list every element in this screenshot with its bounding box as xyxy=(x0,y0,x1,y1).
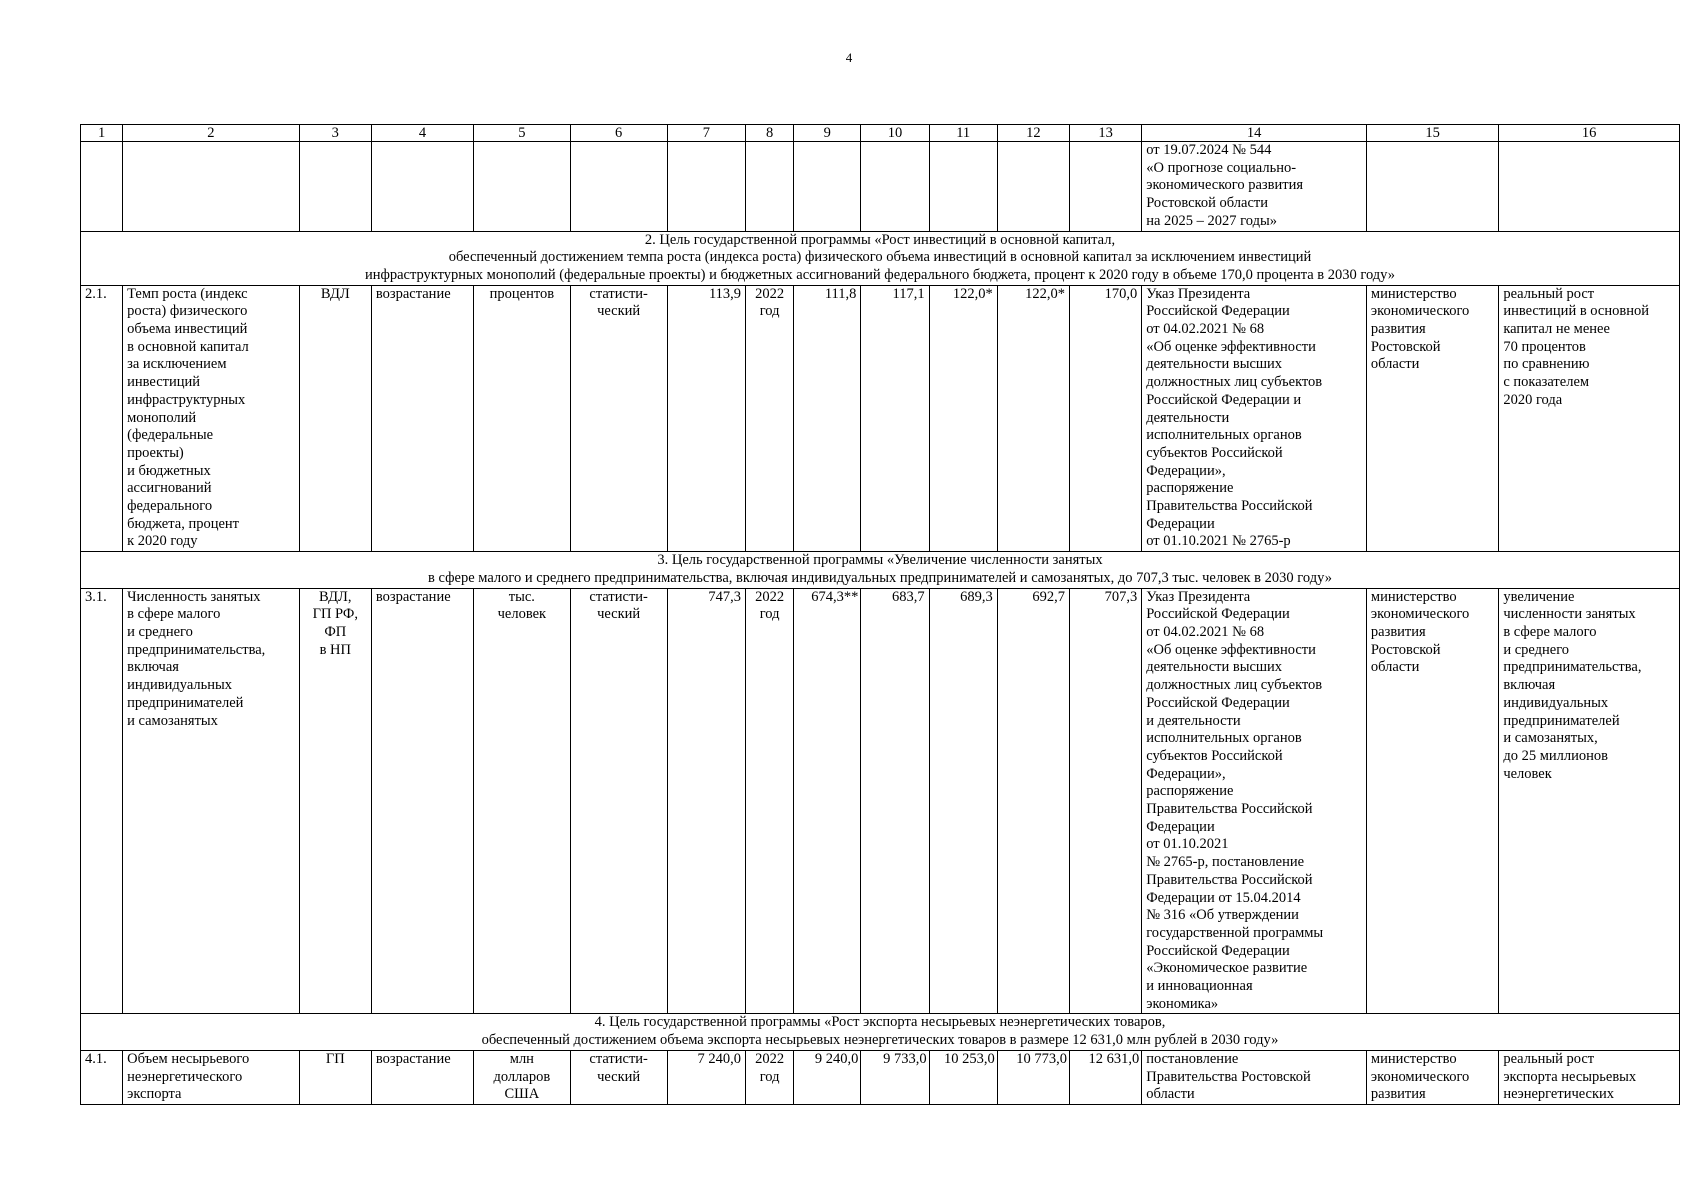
text-line: деятельности высших xyxy=(1146,659,1283,676)
text-line: ВДЛ xyxy=(320,285,350,302)
column-number: 14 xyxy=(1142,125,1367,142)
text-line: «О прогнозе социально- xyxy=(1146,159,1297,176)
text-line: предпринимателей xyxy=(127,694,244,711)
text-line: экономика» xyxy=(1146,995,1219,1012)
text-line: инфраструктурных xyxy=(127,391,246,408)
text-line: «Экономическое развитие xyxy=(1146,960,1308,977)
text-line: Федерации», xyxy=(1146,462,1226,479)
text-line: индивидуальных xyxy=(127,677,232,694)
text-line: № 316 «Об утверждении xyxy=(1146,907,1299,924)
column-number: 15 xyxy=(1366,125,1498,142)
text-line: 2020 года xyxy=(1503,391,1563,408)
text-line: в сфере малого xyxy=(127,606,221,623)
text-line: области xyxy=(1370,356,1420,373)
indicator-level xyxy=(299,588,371,1014)
text-line: включая xyxy=(1503,677,1556,694)
text-line: и бюджетных xyxy=(127,462,211,479)
text-line: (федеральные xyxy=(127,427,214,444)
text-line: «Об оценке эффективности xyxy=(1146,338,1316,355)
text-line: человек xyxy=(497,606,547,623)
text-line: Российской Федерации xyxy=(1146,694,1290,711)
text-line: Федерации xyxy=(1146,515,1215,532)
text-line: 2022 xyxy=(755,285,785,302)
value-col10: 9 733,0 xyxy=(861,1050,929,1104)
page-number: 4 xyxy=(845,50,853,65)
text-line: государственной программы xyxy=(1146,924,1324,941)
column-number: 13 xyxy=(1070,125,1142,142)
base-value: 113,9 xyxy=(667,285,745,552)
indicator-unit xyxy=(474,588,570,1014)
text-line: от 04.02.2021 № 68 xyxy=(1146,623,1265,640)
text-line: в НП xyxy=(319,641,351,658)
text-line: предпринимательства, xyxy=(1503,659,1642,676)
text-line: и среднего xyxy=(1503,641,1570,658)
text-line: и самозанятых xyxy=(127,712,218,729)
text-line: исполнительных органов xyxy=(1146,730,1302,747)
text-line: ассигнований xyxy=(127,480,212,497)
base-value: 7 240,0 xyxy=(667,1050,745,1104)
value-col11: 689,3 xyxy=(929,588,997,1014)
text-line: области xyxy=(1370,659,1420,676)
text-line: развития xyxy=(1370,1086,1426,1103)
text-line: экспорта xyxy=(127,1086,182,1103)
text-line: экспорта несырьевых xyxy=(1503,1068,1637,1085)
column-number: 1 xyxy=(81,125,123,142)
text-line: Правительства Российской xyxy=(1146,801,1313,818)
text-line: ГП РФ, xyxy=(312,606,358,623)
text-line: реальный рост xyxy=(1503,1050,1595,1067)
column-number: 8 xyxy=(746,125,794,142)
value-col12: 692,7 xyxy=(997,588,1069,1014)
text-line: долларов xyxy=(493,1068,551,1085)
text-line: объема инвестиций xyxy=(127,321,248,338)
text-line: предпринимательства, xyxy=(127,641,266,658)
indicator-name xyxy=(123,1050,300,1104)
row-number: 4.1. xyxy=(81,1050,123,1104)
column-number: 3 xyxy=(299,125,371,142)
text-line: США xyxy=(504,1086,540,1103)
text-line: до 25 миллионов xyxy=(1503,747,1608,764)
text-line: распоряжение xyxy=(1146,480,1234,497)
text-line: 2022 xyxy=(755,1050,785,1067)
text-line: Российской Федерации и xyxy=(1146,391,1302,408)
link-cell xyxy=(1499,588,1680,1014)
text-line: в основной капитал xyxy=(127,338,249,355)
indicator-type xyxy=(570,1050,667,1104)
text-line: инвестиций в основной xyxy=(1503,303,1649,320)
text-line: и инновационная xyxy=(1146,978,1253,995)
document-cell xyxy=(1142,142,1367,232)
text-line: постановление xyxy=(1146,1050,1239,1067)
text-line: ческий xyxy=(597,606,641,623)
text-line: год xyxy=(759,606,780,623)
text-line: Правительства Российской xyxy=(1146,498,1313,515)
text-line: 70 процентов xyxy=(1503,338,1586,355)
value-col13: 170,0 xyxy=(1070,285,1142,552)
text-line: деятельности высших xyxy=(1146,356,1283,373)
text-line: 4. Цель государственной программы «Рост экспорта несырьевых неэнергетических товаров, xyxy=(594,1014,1166,1031)
text-line: области xyxy=(1146,1086,1195,1103)
base-value: 747,3 xyxy=(667,588,745,1014)
link-cell xyxy=(1499,285,1680,552)
text-line: должностных лиц субъектов xyxy=(1146,677,1323,694)
text-line: Темп роста (индекс xyxy=(127,285,248,302)
text-line: проекты) xyxy=(127,444,184,461)
text-line: Федерации», xyxy=(1146,765,1226,782)
text-line: от 04.02.2021 № 68 xyxy=(1146,321,1265,338)
text-line: ФП xyxy=(324,623,347,640)
text-line: обеспеченный достижением темпа роста (индекса роста) физического объема инвестиций в основной капитал за исключением инвестиций xyxy=(448,249,1312,266)
text-line: инвестиций xyxy=(127,374,201,391)
indicator-type xyxy=(570,588,667,1014)
value-col11: 10 253,0 xyxy=(929,1050,997,1104)
text-line: Численность занятых xyxy=(127,588,261,605)
document-cell xyxy=(1142,588,1367,1014)
text-line: «Об оценке эффективности xyxy=(1146,641,1316,658)
row-number: 2.1. xyxy=(81,285,123,552)
text-line: 2. Цель государственной программы «Рост инвестиций в основной капитал, xyxy=(644,231,1116,248)
text-line: и самозанятых, xyxy=(1503,730,1598,747)
column-number: 6 xyxy=(570,125,667,142)
text-line: Федерации xyxy=(1146,818,1215,835)
text-line: ческий xyxy=(597,1068,641,1085)
text-line: от 19.07.2024 № 544 xyxy=(1146,142,1272,158)
value-col9: 111,8 xyxy=(794,285,861,552)
text-line: в сфере малого xyxy=(1503,623,1597,640)
column-number: 5 xyxy=(474,125,570,142)
goal-heading xyxy=(81,1014,1680,1050)
indicator-unit xyxy=(474,285,570,552)
text-line: ВДЛ, xyxy=(319,588,352,605)
column-numbers-row xyxy=(81,125,1680,142)
text-line: инфраструктурных монополий (федеральные проекты) и бюджетных ассигнований федерального бюджета, процент к 2020 году в объеме 170,0 процента в 2030 году» xyxy=(364,266,1396,283)
text-line: Правительства Российской xyxy=(1146,871,1313,888)
link-cell xyxy=(1499,1050,1680,1104)
text-line: федерального xyxy=(127,498,213,515)
text-line: реальный рост xyxy=(1503,285,1595,302)
text-line: статисти- xyxy=(589,1050,648,1067)
indicator-trend: возрастание xyxy=(371,285,473,552)
text-line: Ростовской xyxy=(1370,641,1441,658)
column-number: 12 xyxy=(997,125,1069,142)
indicator-name xyxy=(123,285,300,552)
goal-row xyxy=(81,1014,1680,1050)
text-line: год xyxy=(759,1068,780,1085)
text-line: Правительства Ростовской xyxy=(1146,1068,1311,1085)
text-line: год xyxy=(759,303,780,320)
text-line: Российской Федерации xyxy=(1146,303,1290,320)
text-line: Ростовской области xyxy=(1146,195,1268,212)
document-cell xyxy=(1142,285,1367,552)
text-line: индивидуальных xyxy=(1503,694,1609,711)
text-line: обеспеченный достижением объема экспорта несырьевых неэнергетических товаров в размере 12 631,0 млн рублей в 2030 году» xyxy=(481,1032,1279,1049)
value-col12: 10 773,0 xyxy=(997,1050,1069,1104)
text-line: Указ Президента xyxy=(1146,588,1251,605)
text-line: статисти- xyxy=(589,588,648,605)
text-line: капитал не менее xyxy=(1503,321,1610,338)
text-line: Федерации от 15.04.2014 xyxy=(1146,889,1301,906)
text-line: к 2020 году xyxy=(127,533,198,550)
text-line: процентов xyxy=(489,285,555,302)
indicator-level xyxy=(299,1050,371,1104)
text-line: № 2765-р, постановление xyxy=(1146,854,1305,871)
text-line: распоряжение xyxy=(1146,783,1234,800)
text-line: Российской Федерации xyxy=(1146,606,1290,623)
indicator-level xyxy=(299,285,371,552)
text-line: министерство xyxy=(1370,1050,1457,1067)
text-line: Ростовской xyxy=(1370,338,1441,355)
column-number: 4 xyxy=(371,125,473,142)
indicator-row xyxy=(81,1050,1680,1104)
text-line: экономического развития xyxy=(1146,177,1303,194)
text-line: экономического xyxy=(1370,606,1470,623)
continuation-row xyxy=(81,142,1680,232)
value-col9: 9 240,0 xyxy=(794,1050,861,1104)
text-line: ГП xyxy=(325,1050,345,1067)
column-number: 9 xyxy=(794,125,861,142)
text-line: в сфере малого и среднего предпринимательства, включая индивидуальных предпринимателей и самозанятых, до 707,3 тыс. человек в 2030 году» xyxy=(428,569,1332,586)
indicators-table xyxy=(80,124,1680,1105)
column-number: 7 xyxy=(667,125,745,142)
column-number: 10 xyxy=(861,125,929,142)
indicator-row xyxy=(81,588,1680,1014)
text-line: тыс. xyxy=(508,588,535,605)
text-line: с показателем xyxy=(1503,374,1590,391)
text-line: Российской Федерации xyxy=(1146,942,1290,959)
text-line: роста) физического xyxy=(127,303,248,320)
text-line: предпринимателей xyxy=(1503,712,1620,729)
value-col13: 12 631,0 xyxy=(1070,1050,1142,1104)
column-number: 2 xyxy=(123,125,300,142)
text-line: монополий xyxy=(127,409,197,426)
text-line: от 01.10.2021 № 2765-р xyxy=(1146,533,1291,550)
text-line: бюджета, процент xyxy=(127,515,239,532)
indicator-unit xyxy=(474,1050,570,1104)
responsible-cell xyxy=(1366,285,1498,552)
responsible-cell xyxy=(1366,1050,1498,1104)
indicator-trend: возрастание xyxy=(371,588,473,1014)
indicator-name xyxy=(123,588,300,1014)
text-line: по сравнению xyxy=(1503,356,1590,373)
value-col10: 117,1 xyxy=(861,285,929,552)
goal-heading xyxy=(81,231,1680,285)
base-year xyxy=(746,285,794,552)
value-col12: 122,0* xyxy=(997,285,1069,552)
column-number: 11 xyxy=(929,125,997,142)
value-col10: 683,7 xyxy=(861,588,929,1014)
text-line: численности занятых xyxy=(1503,606,1636,623)
base-year xyxy=(746,1050,794,1104)
text-line: 3. Цель государственной программы «Увеличение численности занятых xyxy=(657,552,1103,569)
text-line: исполнительных органов xyxy=(1146,427,1302,444)
indicator-row xyxy=(81,285,1680,552)
row-number: 3.1. xyxy=(81,588,123,1014)
text-line: млн xyxy=(509,1050,534,1067)
text-line: субъектов Российской xyxy=(1146,747,1283,764)
text-line: 2022 xyxy=(755,588,785,605)
text-line: субъектов Российской xyxy=(1146,444,1283,461)
text-line: министерство xyxy=(1370,285,1457,302)
value-col13: 707,3 xyxy=(1070,588,1142,1014)
text-line: от 01.10.2021 xyxy=(1146,836,1229,853)
text-line: и деятельности xyxy=(1146,712,1241,729)
text-line: Указ Президента xyxy=(1146,285,1251,302)
text-line: должностных лиц субъектов xyxy=(1146,374,1323,391)
text-line: неэнергетических xyxy=(1503,1086,1615,1103)
text-line: статисти- xyxy=(589,285,648,302)
text-line: Объем несырьевого xyxy=(127,1050,250,1067)
value-col9: 674,3** xyxy=(794,588,861,1014)
goal-row xyxy=(81,231,1680,285)
text-line: увеличение xyxy=(1503,588,1575,605)
value-col11: 122,0* xyxy=(929,285,997,552)
text-line: ческий xyxy=(597,303,641,320)
responsible-cell xyxy=(1366,588,1498,1014)
goal-row xyxy=(81,552,1680,588)
goal-heading xyxy=(81,552,1680,588)
text-line: развития xyxy=(1370,623,1426,640)
text-line: человек xyxy=(1503,765,1552,782)
text-line: неэнергетического xyxy=(127,1068,243,1085)
column-number: 16 xyxy=(1499,125,1680,142)
text-line: развития xyxy=(1370,321,1426,338)
text-line: экономического xyxy=(1370,1068,1470,1085)
text-line: и среднего xyxy=(127,623,193,640)
text-line: деятельности xyxy=(1146,409,1230,426)
indicator-type xyxy=(570,285,667,552)
text-line: за исключением xyxy=(127,356,227,373)
text-line: экономического xyxy=(1370,303,1470,320)
text-line: на 2025 – 2027 годы» xyxy=(1146,212,1277,229)
indicator-trend: возрастание xyxy=(371,1050,473,1104)
text-line: министерство xyxy=(1370,588,1457,605)
base-year xyxy=(746,588,794,1014)
document-cell xyxy=(1142,1050,1367,1104)
text-line: включая xyxy=(127,659,179,676)
